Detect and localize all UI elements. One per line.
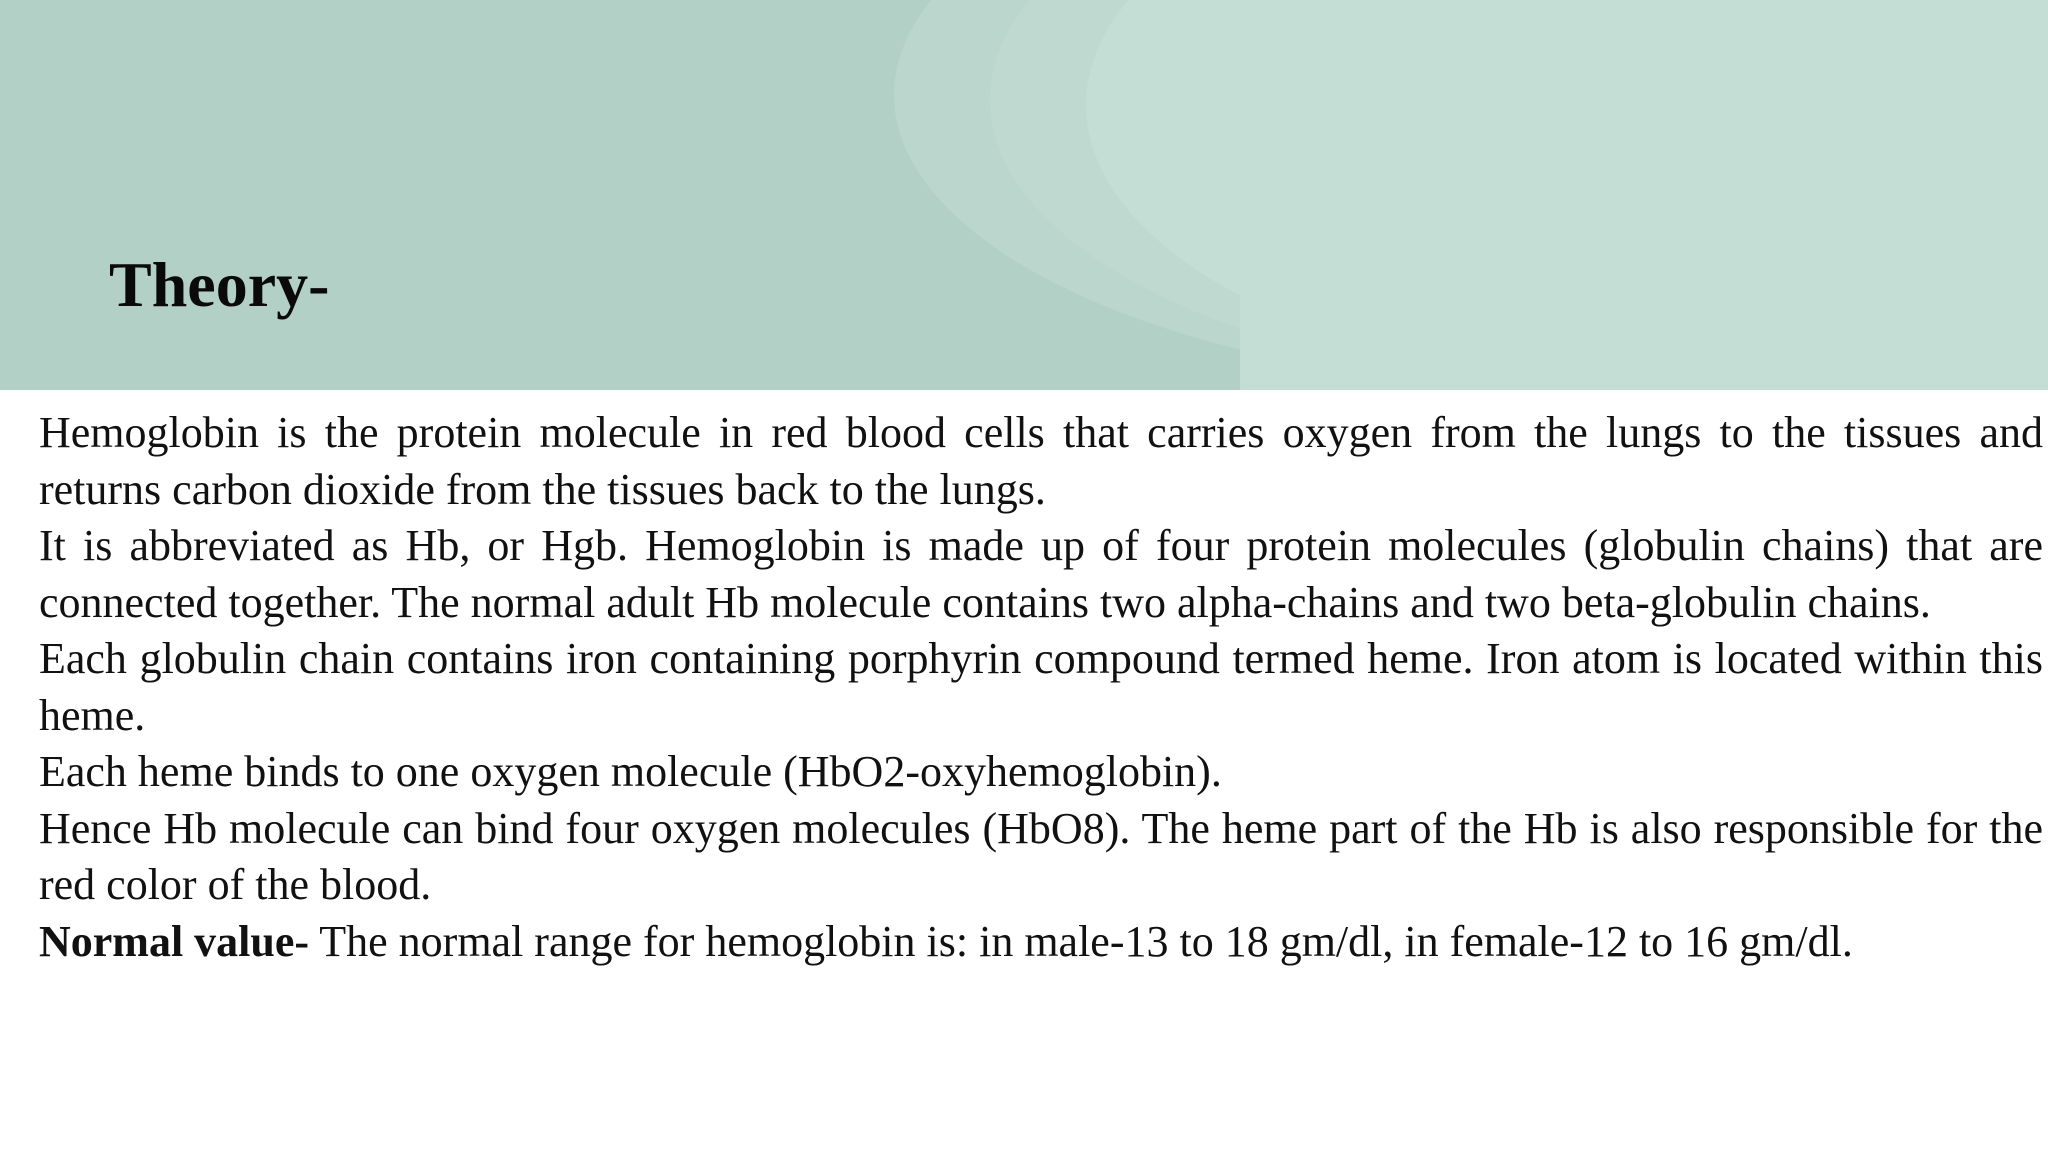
paragraph-oxygen-binding: Each heme binds to one oxygen molecule (HbO2-oxyhemoglobin). — [39, 747, 1222, 796]
paragraph-color: Hence Hb molecule can bind four oxygen molecules (HbO8). The heme part of the Hb is also responsible for the red color of the blood. — [39, 803, 2043, 909]
paragraph-definition: Hemoglobin is the protein molecule in red blood cells that carries oxygen from the lungs to the tissues and returns carbon dioxide from the tissues back to the lungs. — [39, 408, 2043, 514]
normal-value-label: Normal value- — [39, 916, 310, 966]
header-band — [0, 0, 2048, 390]
paragraph-normal-value — [39, 914, 2043, 971]
paragraph-heme: Each globulin chain contains iron containing porphyrin compound termed heme. Iron atom is located within this heme. — [39, 634, 2043, 740]
body-text — [39, 405, 2043, 970]
paragraph-structure: It is abbreviated as Hb, or Hgb. Hemoglobin is made up of four protein molecules (globulin chains) that are connected together. The normal adult Hb molecule contains two alpha-chains and two beta-globulin chains. — [39, 521, 2043, 627]
normal-value-text: The normal range for hemoglobin is: in male-13 to 18 gm/dl, in female-12 to 16 gm/dl. — [309, 916, 1853, 966]
slide-title: Theory- — [109, 249, 330, 320]
